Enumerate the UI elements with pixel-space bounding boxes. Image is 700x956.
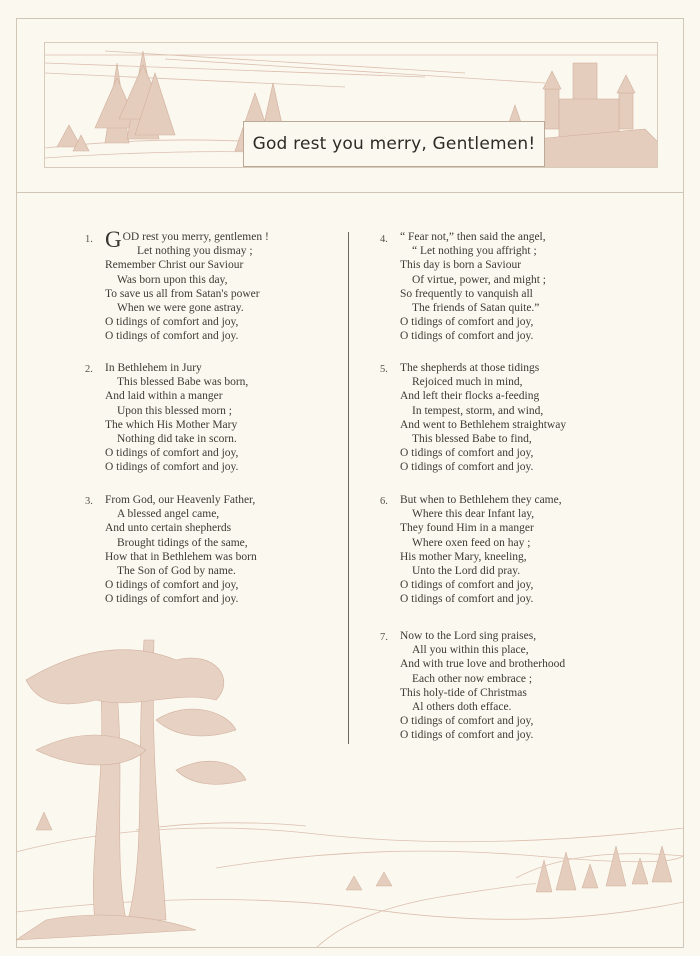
verse-6 <box>400 493 562 607</box>
verse-1 <box>105 227 269 344</box>
verse-line: And laid within a manger <box>105 390 223 403</box>
header-divider <box>16 192 684 193</box>
verse-line: O tidings of comfort and joy. <box>105 330 239 343</box>
verse-line: O tidings of comfort and joy. <box>400 729 534 742</box>
verse-line: Where oxen feed on hay ; <box>412 536 531 549</box>
verse-number: 3. <box>85 496 93 507</box>
verse-line: O tidings of comfort and joy. <box>105 461 239 474</box>
verse-line: In Bethlehem in Jury <box>105 362 202 374</box>
header-illustration <box>44 42 658 168</box>
verse-line: And went to Bethlehem straightway <box>400 418 567 431</box>
verse-line: Al others doth efface. <box>412 701 512 714</box>
verse-4 <box>400 230 546 344</box>
verse-line: O tidings of comfort and joy. <box>400 593 534 606</box>
verse-line: So frequently to vanquish all <box>400 287 533 300</box>
verse-line: Each other now embrace ; <box>412 672 533 685</box>
verse-line: Nothing did take in scorn. <box>117 433 237 446</box>
verse-line: Rejoiced much in mind, <box>412 376 523 389</box>
verse-number: 5. <box>380 364 388 375</box>
verse-line: And unto certain shepherds <box>105 522 232 535</box>
verse-line: In tempest, storm, and wind, <box>412 404 544 417</box>
verse-line: Of virtue, power, and might ; <box>412 273 546 286</box>
verse-line: This blessed Babe to find, <box>412 433 532 446</box>
verse-line: This blessed Babe was born, <box>117 376 249 389</box>
verse-number: 2. <box>85 364 93 375</box>
verse-line: Remember Christ our Saviour <box>105 259 244 272</box>
verse-line: O tidings of comfort and joy, <box>400 579 534 592</box>
verse-line: They found Him in a manger <box>400 522 534 535</box>
verse-line: O tidings of comfort and joy, <box>400 715 534 728</box>
page-title: God rest you merry, Gentlemen! <box>252 134 536 154</box>
verse-number: 1. <box>85 234 93 245</box>
verse-line: When we were gone astray. <box>117 302 244 315</box>
verse-7 <box>400 629 565 743</box>
verse-2 <box>105 361 248 475</box>
verse-line: Upon this blessed morn ; <box>117 404 232 417</box>
verse-line: The Son of God by name. <box>117 565 236 578</box>
title-panel <box>243 121 545 167</box>
verse-number: 4. <box>380 234 388 245</box>
verse-line: To save us all from Satan's power <box>105 287 260 300</box>
verse-line: His mother Mary, kneeling, <box>400 550 527 563</box>
verse-line: And with true love and brotherhood <box>400 658 566 671</box>
verse-number: 6. <box>380 496 388 507</box>
verse-line: O tidings of comfort and joy. <box>105 593 239 606</box>
verse-line: Let nothing you dismay ; <box>137 245 253 258</box>
verse-line: O tidings of comfort and joy, <box>105 579 239 592</box>
verse-line: O tidings of comfort and joy, <box>105 316 239 329</box>
verse-line: And left their flocks a-feeding <box>400 390 540 403</box>
landscape-illustration <box>16 620 684 948</box>
verse-line: From God, our Heavenly Father, <box>105 494 256 506</box>
verse-line: How that in Bethlehem was born <box>105 550 257 563</box>
verse-line: The which His Mother Mary <box>105 418 238 431</box>
verse-line: Where this dear Infant lay, <box>412 508 535 521</box>
verse-line: O tidings of comfort and joy, <box>400 447 534 460</box>
verse-line: O tidings of comfort and joy, <box>400 316 534 329</box>
verse-line: But when to Bethlehem they came, <box>400 494 562 506</box>
verse-line: Unto the Lord did pray. <box>412 565 521 578</box>
verse-line: O tidings of comfort and joy. <box>400 461 534 474</box>
verse-line: Was born upon this day, <box>117 273 228 286</box>
verse-line: OD rest you merry, gentlemen ! <box>122 231 269 243</box>
verse-line: The friends of Satan quite.” <box>412 302 540 315</box>
verse-line: A blessed angel came, <box>117 508 220 521</box>
verse-5 <box>400 361 566 475</box>
verse-3 <box>105 493 257 607</box>
verse-line: “ Let nothing you affright ; <box>412 245 537 258</box>
verse-line: This holy-tide of Christmas <box>400 686 527 699</box>
drop-cap: G <box>105 227 122 252</box>
verse-line: Now to the Lord sing praises, <box>400 630 537 642</box>
verse-line: Brought tidings of the same, <box>117 536 248 549</box>
verse-line: O tidings of comfort and joy. <box>400 330 534 343</box>
verse-line: O tidings of comfort and joy, <box>105 447 239 460</box>
verse-line: The shepherds at those tidings <box>400 362 540 374</box>
verse-line: “ Fear not,” then said the angel, <box>400 231 546 243</box>
verse-line: All you within this place, <box>412 644 529 657</box>
verse-line: This day is born a Saviour <box>400 259 522 272</box>
verse-number: 7. <box>380 632 388 643</box>
